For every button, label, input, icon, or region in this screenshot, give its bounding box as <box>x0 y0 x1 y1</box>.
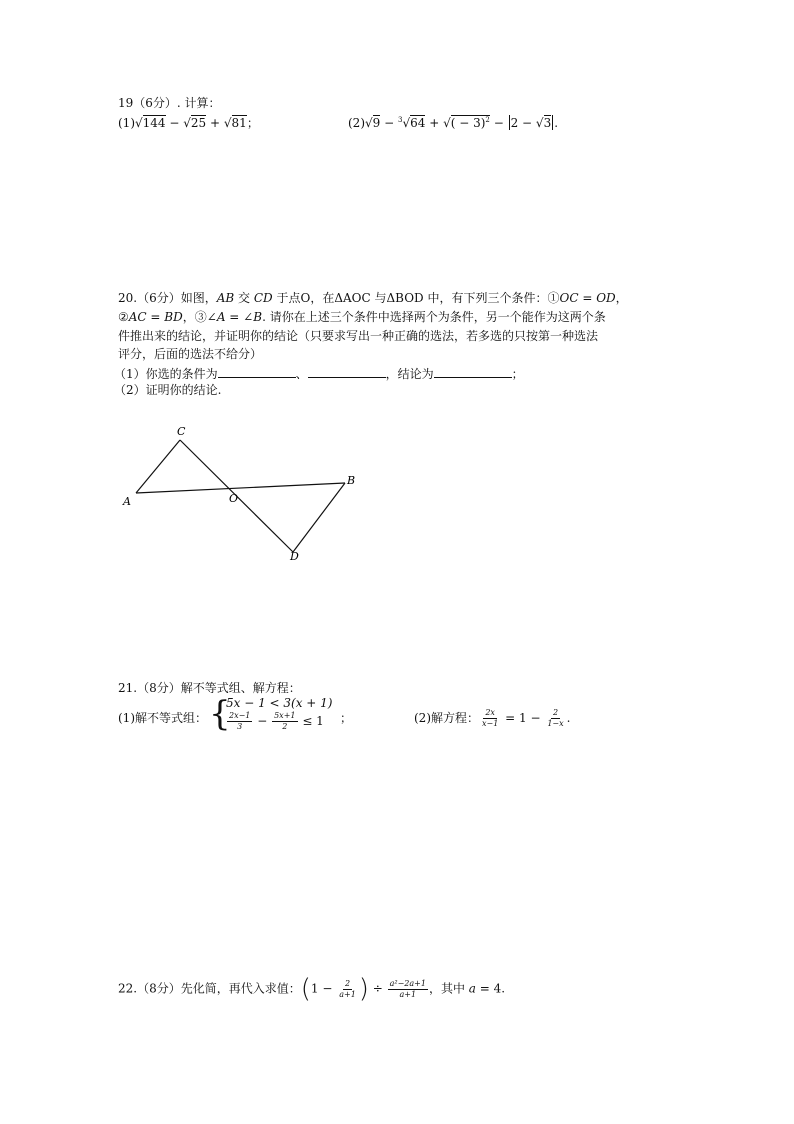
q21-header: 21.（8分）解不等式组、解方程： <box>118 681 301 695</box>
sqrt-symbol: √ <box>135 116 143 130</box>
fraction: $\frac{\text{a²−2a+1}}{a+1}$ <box>389 978 426 999</box>
sqrt-symbol: √ <box>183 116 191 130</box>
sqrt-symbol: √ <box>535 116 544 130</box>
q20-line6: （2）证明你的结论. <box>114 383 222 397</box>
fraction: $\frac{2}{1-x}$ <box>547 708 564 728</box>
system-brace: { <box>209 694 231 734</box>
q20-line2: ②AC = BD，③∠A = ∠B. 请你在上述三个条件中选择两个为条件，另一个能作为这两个条 <box>118 310 606 324</box>
q21-part1-label: (1)解不等式组： <box>118 711 207 725</box>
answer-blank-1[interactable] <box>218 366 296 378</box>
sqrt-symbol: √ <box>402 116 411 130</box>
abs-bar-left <box>509 115 510 130</box>
radicand-81: 81 <box>231 116 247 130</box>
q21-part1-end: ； <box>340 711 353 725</box>
sqrt-symbol: √ <box>365 116 373 130</box>
right-paren: ) <box>358 974 369 1004</box>
q20-line4: 评分，后面的选法不给分） <box>118 347 263 361</box>
label-d: D <box>290 550 299 563</box>
radicand-25: 25 <box>190 116 207 130</box>
radicand-64: 64 <box>410 116 426 130</box>
left-paren: ( <box>300 974 311 1004</box>
radicand-9: 9 <box>372 116 381 130</box>
answer-blank-2[interactable] <box>308 366 386 378</box>
sqrt-symbol: √ <box>223 116 232 130</box>
radicand-neg3-squared: ( − 3)$^2$ <box>450 116 490 130</box>
inequality-1: 5x − 1 < 3(x + 1) <box>226 696 333 710</box>
label-b: B <box>347 474 356 487</box>
label-o: O <box>229 492 239 505</box>
radicand-3: 3 <box>543 116 552 130</box>
q20-line5: （1）你选的条件为 、 ，结论为 ； <box>114 367 524 381</box>
q19-part1: (1)√144 − √25 + √81； <box>118 116 259 130</box>
segment-bd <box>293 483 345 552</box>
cube-root-index: 3 <box>397 116 403 124</box>
answer-blank-3[interactable] <box>434 366 512 378</box>
fraction: $\frac{5x+1}{2}$ <box>274 711 296 731</box>
radicand-144: 144 <box>142 116 166 130</box>
segment-ab <box>136 483 345 493</box>
fraction: $\frac{2x}{x-1}$ <box>482 708 499 728</box>
q20-line1: 20.（6分）如图，AB 交 CD 于点O，在ΔAOC 与ΔBOD 中，有下列三个条件：①OC = OD， <box>118 291 628 305</box>
q19-part2: (2)√9 − $^3$√64 + √( − 3)$^2$ − 2 − √3 . <box>348 116 559 130</box>
inequality-2: $\frac{2x-1}{3}$ − $\frac{5x+1}{2}$ ≤ 1 <box>229 711 324 731</box>
q20-line3: 件推出来的结论，并证明你的结论（只要求写出一种正确的选法，若多选的只按第一种选法 <box>118 329 599 343</box>
sqrt-symbol: √ <box>443 116 451 130</box>
q22: 22.（8分）先化简，再代入求值：(1 − $\frac{2}{a+1}$ ) ÷ $\frac{\text{a²−2a+1}}{a+1}$ ，其中 a = 4. <box>118 974 506 1004</box>
fraction: $\frac{2x-1}{3}$ <box>229 711 251 731</box>
label-a: A <box>123 495 131 508</box>
segment-ac <box>136 440 180 493</box>
geometry-figure <box>110 420 370 570</box>
label-c: C <box>177 425 186 438</box>
q19-header: 19（6分）. 计算： <box>118 96 221 110</box>
fraction: $\frac{2}{a+1}$ <box>339 978 356 999</box>
q21-part2: (2)解方程： $\frac{2x}{x-1}$ = 1 − $\frac{2}{1-x}$ . <box>414 708 571 728</box>
